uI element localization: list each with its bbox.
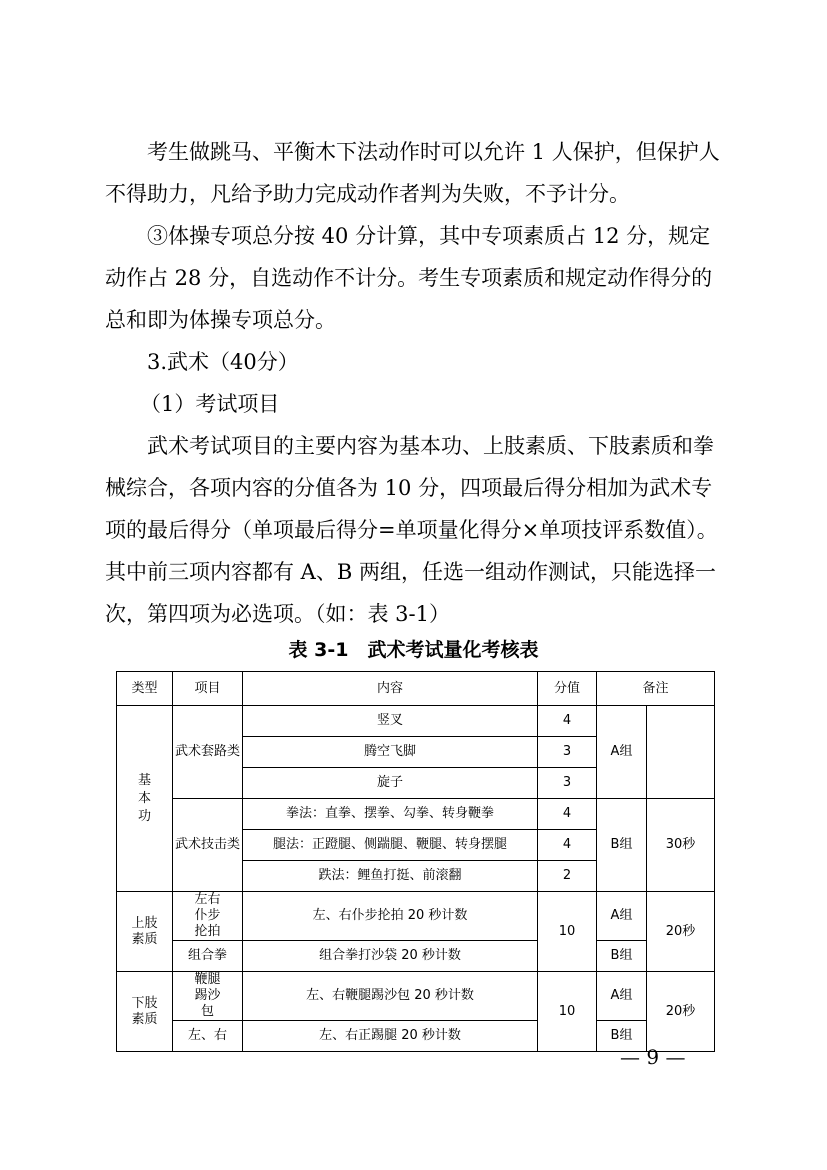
paragraph-protection-rule: 考生做跳马、平衡木下法动作时可以允许 1 人保护，但保护人不得助力，凡给予助力完成动作者判为失败，不予计分。 <box>105 140 720 206</box>
header-content: 内容 <box>243 672 538 706</box>
header-type: 类型 <box>117 672 173 706</box>
cell-type-shangzhi: 上肢素质 <box>117 892 173 972</box>
cell-score: 4 <box>538 706 597 737</box>
cell-content: 组合拳打沙袋 20 秒计数 <box>243 941 538 972</box>
cell-type-jibengong: 基本功 <box>117 706 173 892</box>
table-caption: 表 3-1 武术考试量化考核表 <box>288 639 539 661</box>
paragraph-gymnastics-total: ③体操专项总分按 40 分计算，其中专项素质占 12 分，规定动作占 28 分，自选动作不计分。考生专项素质和规定动作得分的总和即为体操专项总分。 <box>105 224 713 332</box>
table-row <box>117 892 715 941</box>
cell-score: 2 <box>538 861 597 892</box>
cell-score: 10 <box>538 972 597 1052</box>
cell-score: 10 <box>538 892 597 972</box>
cell-group-a: A组 <box>597 706 647 799</box>
cell-score: 4 <box>538 799 597 830</box>
table-row <box>117 706 715 737</box>
cell-content: 拳法：直拳、摆拳、勾拳、转身鞭拳 <box>243 799 538 830</box>
cell-item: 左、右 <box>173 1021 243 1052</box>
cell-item: 组合拳 <box>173 941 243 972</box>
cell-content: 竖叉 <box>243 706 538 737</box>
cell-group-a: A组 <box>597 972 647 1021</box>
cell-score: 4 <box>538 830 597 861</box>
table-row <box>117 941 715 972</box>
paragraph-wushu-items: 武术考试项目的主要内容为基本功、上肢素质、下肢素质和拳械综合，各项内容的分值各为 10 分，四项最后得分相加为武术专项的最后得分（单项最后得分=单项量化得分×单项技评系数值）。其中前三项内容都有 A、B 两组，任选一组动作测试，只能选择一次，第四项为必选项。（如：表 3-1） <box>105 434 718 626</box>
header-score: 分值 <box>538 672 597 706</box>
table-row <box>117 972 715 1021</box>
table-row <box>117 799 715 830</box>
cell-time: 20秒 <box>647 972 715 1052</box>
cell-time: 20秒 <box>647 892 715 972</box>
header-item: 项目 <box>173 672 243 706</box>
cell-group-b: B组 <box>597 1021 647 1052</box>
cell-time: 30秒 <box>647 799 715 892</box>
wushu-assessment-table <box>116 671 715 1052</box>
cell-score: 3 <box>538 768 597 799</box>
cell-content: 跌法：鲤鱼打挺、前滚翻 <box>243 861 538 892</box>
cell-item-jiji: 武术技击类 <box>173 799 243 892</box>
cell-content: 左、右仆步抡拍 20 秒计数 <box>243 892 538 941</box>
cell-group-a: A组 <box>597 892 647 941</box>
cell-item: 左右仆步抡拍 <box>173 892 243 941</box>
cell-group-b: B组 <box>597 941 647 972</box>
cell-type-xiazhi: 下肢素质 <box>117 972 173 1052</box>
table-header-row <box>117 672 715 706</box>
header-note: 备注 <box>597 672 715 706</box>
subsection-heading-exam-items: （1）考试项目 <box>140 392 280 416</box>
cell-group-b: B组 <box>597 799 647 892</box>
section-heading-wushu: 3.武术（40分） <box>147 350 299 374</box>
cell-content: 旋子 <box>243 768 538 799</box>
cell-item: 鞭腿踢沙包 <box>173 972 243 1021</box>
cell-item-taolu: 武术套路类 <box>173 706 243 799</box>
cell-content: 左、右鞭腿踢沙包 20 秒计数 <box>243 972 538 1021</box>
cell-content: 左、右正踢腿 20 秒计数 <box>243 1021 538 1052</box>
page-number: — 9 — <box>620 1045 686 1069</box>
cell-content: 腿法：正蹬腿、侧踹腿、鞭腿、转身摆腿 <box>243 830 538 861</box>
cell-score: 3 <box>538 737 597 768</box>
cell-content: 腾空飞脚 <box>243 737 538 768</box>
cell-empty-note <box>647 706 715 799</box>
